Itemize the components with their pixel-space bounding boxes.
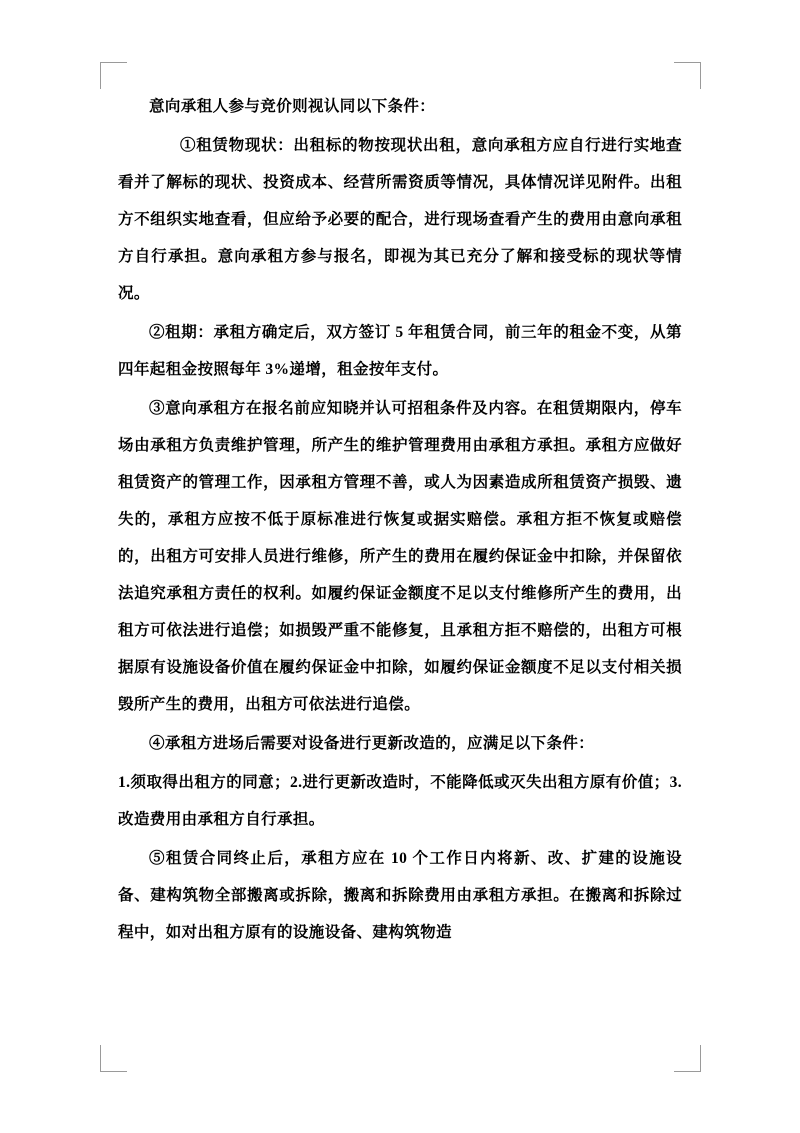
- crop-mark-top-right: [674, 62, 701, 89]
- paragraph-item-5: ⑤租赁合同终止后，承租方应在 10 个工作日内将新、改、扩建的设施设备、建构筑物全部搬离或拆除，搬离和拆除费用由承租方承担。在搬离和拆除过程中，如对出租方原有的设施设备、建构筑物造: [118, 850, 682, 941]
- paragraph-item-4-detail: 1.须取得出租方的同意；2.进行更新改造时，不能降低或灭失出租方原有价值；3.改造费用由承租方自行承担。: [118, 774, 682, 828]
- crop-mark-bottom-left: [100, 1045, 127, 1072]
- paragraph-item-3: ③意向承租方在报名前应知晓并认可招租条件及内容。在租赁期限内，停车场由承租方负责维护管理，所产生的维护管理费用由承租方承担。承租方应做好租赁资产的管理工作，因承租方管理不善，或人为因素造成所租赁资产损毁、遗失的，承租方应按不低于原标准进行恢复或据实赔偿。承租方拒不恢复或赔偿的，出租方可安排人员进行维修，所产生的费用在履约保证金中扣除，并保留依法追究承租方责任的权利。如履约保证金额度不足以支付维修所产生的费用，出租方可依法进行追偿；如损毁严重不能修复，且承租方拒不赔偿的，出租方可根据原有设施设备价值在履约保证金中扣除，如履约保证金额度不足以支付相关损毁所产生的费用，出租方可依法进行追偿。: [118, 400, 682, 713]
- paragraph-item-4: ④承租方进场后需要对设备进行更新改造的，应满足以下条件：: [149, 735, 595, 752]
- paragraph-intro: 意向承租人参与竞价则视认同以下条件：: [149, 98, 436, 115]
- paragraph-item-1: ①租赁物现状：出租标的物按现状出租，意向承租方应自行进行实地查看并了解标的现状、投资成本、经营所需资质等情况，具体情况详见附件。出租方不组织实地查看，但应给予必要的配合，进行现场查看产生的费用由意向承租方自行承担。意向承租方参与报名，即视为其已充分了解和接受标的现状等情况。: [118, 137, 682, 302]
- crop-mark-bottom-right: [674, 1045, 701, 1072]
- paragraph-item-2: ②租期：承租方确定后，双方签订 5 年租赁合同，前三年的租金不变，从第四年起租金按照每年 3%递增，租金按年支付。: [118, 324, 682, 378]
- document-body: [118, 88, 682, 953]
- crop-mark-top-left: [100, 62, 127, 89]
